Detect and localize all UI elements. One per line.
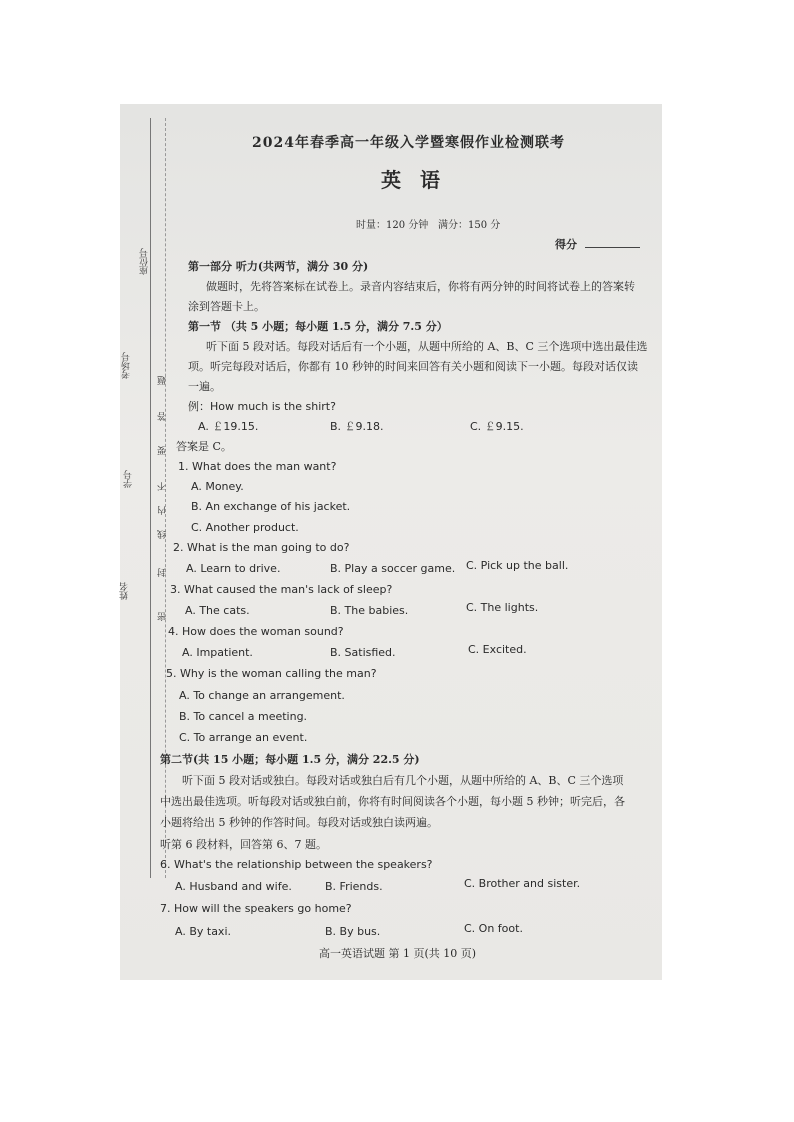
q3-option-b: B. The babies. xyxy=(330,604,409,617)
section2-instr-line1: 听下面 5 段对话或独白。每段对话或独白后有几个小题，从题中所给的 A、B、C 三个选项 xyxy=(182,774,624,787)
question-7: 7. How will the speakers go home? xyxy=(160,902,352,915)
score-label: 得分 xyxy=(555,238,577,251)
binding-line xyxy=(150,118,151,878)
question-4: 4. How does the woman sound? xyxy=(168,625,344,638)
side-label-mi: 密 xyxy=(158,612,168,621)
example-option-b: B. ￡9.18. xyxy=(330,420,384,433)
q1-option-a: A. Money. xyxy=(191,480,244,493)
page-footer: 高一英语试题 第 1 页(共 10 页) xyxy=(319,947,477,960)
question-6: 6. What's the relationship between the speakers? xyxy=(160,858,433,871)
exam-time: 时量：120 分钟 xyxy=(356,220,429,231)
section2-instr-line3: 小题将给出 5 秒钟的作答时间。每段对话或独白读两遍。 xyxy=(160,816,438,829)
side-label-xian: 线 xyxy=(158,530,168,539)
example-question: 例：How much is the shirt? xyxy=(188,400,336,413)
q7-option-b: B. By bus. xyxy=(325,925,381,938)
part1-intro-line1: 做题时，先将答案标在试卷上。录音内容结束后，你将有两分钟的时间将试卷上的答案转 xyxy=(206,280,635,293)
q7-option-a: A. By taxi. xyxy=(175,925,231,938)
q1-option-c: C. Another product. xyxy=(191,521,299,534)
example-answer: 答案是 C。 xyxy=(176,440,232,453)
side-label-name: 姓名 xyxy=(120,582,130,600)
side-label-feng: 封 xyxy=(158,568,168,577)
side-label-room: 考场号 xyxy=(122,352,132,379)
q4-option-c: C. Excited. xyxy=(468,643,527,656)
part1-title: 第一部分 听力(共两节，满分 30 分) xyxy=(188,260,369,273)
exam-full-score: 满分：150 分 xyxy=(438,220,501,231)
side-label-seat: 座位号 xyxy=(140,248,150,275)
q6-option-b: B. Friends. xyxy=(325,880,383,893)
q2-option-a: A. Learn to drive. xyxy=(186,562,281,575)
q7-option-c: C. On foot. xyxy=(464,922,523,935)
score-blank xyxy=(585,247,640,248)
q5-option-a: A. To change an arrangement. xyxy=(179,689,345,702)
side-label-number: 学号 xyxy=(124,470,134,488)
section1-instr-line1: 听下面 5 段对话。每段对话后有一个小题，从题中所给的 A、B、C 三个选项中选出最佳选 xyxy=(206,340,648,353)
question-1: 1. What does the man want? xyxy=(178,460,337,473)
q3-option-c: C. The lights. xyxy=(466,601,539,614)
question-3: 3. What caused the man's lack of sleep? xyxy=(170,583,393,596)
side-label-ti: 题 xyxy=(158,376,168,385)
section2-title: 第二节(共 15 小题；每小题 1.5 分，满分 22.5 分) xyxy=(160,753,420,766)
side-label-nei: 内 xyxy=(158,506,168,515)
question-2: 2. What is the man going to do? xyxy=(173,541,350,554)
side-label-bu: 不 xyxy=(158,482,168,491)
side-label-yao: 要 xyxy=(158,446,168,455)
q4-option-b: B. Satisfied. xyxy=(330,646,396,659)
q6-option-a: A. Husband and wife. xyxy=(175,880,292,893)
section1-instr-line2: 项。听完每段对话后，你都有 10 秒钟的时间来回答有关小题和阅读下一小题。每段对话仅读 xyxy=(188,360,638,373)
q2-option-c: C. Pick up the ball. xyxy=(466,559,569,572)
section2-material: 听第 6 段材料，回答第 6、7 题。 xyxy=(160,838,327,851)
q6-option-c: C. Brother and sister. xyxy=(464,877,581,890)
exam-title: 2024年春季高一年级入学暨寒假作业检测联考 xyxy=(252,135,565,151)
question-5: 5. Why is the woman calling the man? xyxy=(166,667,377,680)
example-option-a: A. ￡19.15. xyxy=(198,420,259,433)
q5-option-c: C. To arrange an event. xyxy=(179,731,308,744)
section2-instr-line2: 中选出最佳选项。听每段对话或独白前，你将有时间阅读各个小题，每小题 5 秒钟；听完后，各 xyxy=(160,795,625,808)
q4-option-a: A. Impatient. xyxy=(182,646,253,659)
side-label-da: 答 xyxy=(158,412,168,421)
section1-instr-line3: 一遍。 xyxy=(188,380,221,393)
q3-option-a: A. The cats. xyxy=(185,604,250,617)
q2-option-b: B. Play a soccer game. xyxy=(330,562,456,575)
example-option-c: C. ￡9.15. xyxy=(470,420,524,433)
exam-subject: 英 语 xyxy=(381,168,446,192)
section1-title: 第一节 （共 5 小题；每小题 1.5 分，满分 7.5 分） xyxy=(188,320,448,333)
q5-option-b: B. To cancel a meeting. xyxy=(179,710,308,723)
part1-intro-line2: 涂到答题卡上。 xyxy=(188,300,265,313)
q1-option-b: B. An exchange of his jacket. xyxy=(191,500,351,513)
